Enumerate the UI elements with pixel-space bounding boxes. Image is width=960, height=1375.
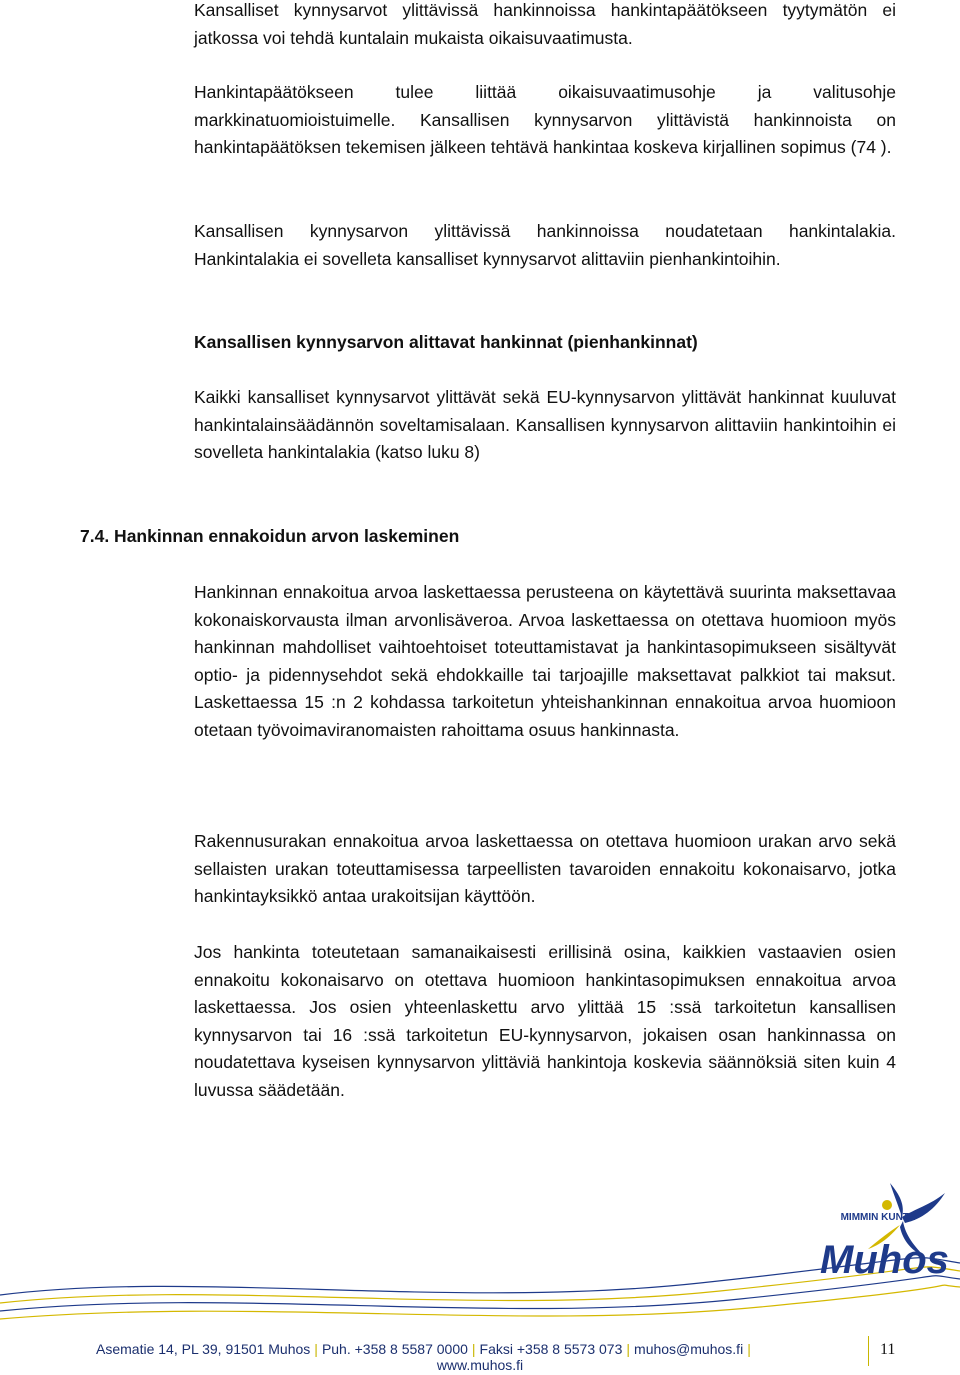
footer-separator: |: [471, 1341, 476, 1357]
footer-phone: Puh. +358 8 5587 0000: [321, 1341, 468, 1357]
footer-separator: |: [747, 1341, 751, 1357]
footer-fax: Faksi +358 8 5573 073: [479, 1341, 623, 1357]
paragraph-estimated-value: Hankinnan ennakoitua arvoa laskettaessa perusteena on käytettävä suurinta maksettavaa kokonaiskorvausta ilman arvonlisäveroa. Arvoa laskettaessa on otettava huomioon myös hankinnan mahdolliset vaihtoehtoiset toteuttamistavat ja hankintasopimukseen sisältyvät optio- ja pidennysehdot sekä ehdokkaille tai tarjoajille maksettavat palkkiot tai maksut. Laskettaessa 15 :n 2 kohdassa tarkoitetun yhteishankinnan ennakoitua arvoa huomioon otetaan työvoimaviranomaisten rahoittama osuus hankinnasta.: [194, 582, 896, 740]
logo-wordmark: Muhos: [820, 1238, 949, 1282]
page-number: 11: [880, 1341, 896, 1358]
logo-text: MIMMIN KUNTA: [840, 1212, 916, 1223]
paragraph-appeal-instructions: Hankintapäätökseen tulee liittää oikaisuvaatimusohje ja valitusohje markkinatuomioistuimelle. Kansallisen kynnysarvon ylittävistä hankinnoista on hankintapäätöksen tekemisen jälkeen tehtävä hankintaa koskeva kirjallinen sopimus (74 ).: [194, 82, 896, 157]
paragraph-construction-contract: Rakennusurakan ennakoitua arvoa laskettaessa on otettava huomioon urakan arvo sekä sellaisten urakan toteuttamisessa tarpeellisten tavaroiden ennakoitu kokonaisarvo, jotka hankintayksikkö antaa urakoitsijan käyttöön.: [194, 831, 896, 906]
subheading-small-procurements: Kansallisen kynnysarvon alittavat hankinnat (pienhankinnat): [194, 332, 698, 352]
paragraph-procurement-law: Kansallisen kynnysarvon ylittävissä hankinnoissa noudatetaan hankintalakia. Hankintalakia ei sovelleta kansalliset kynnysarvot alittaviin pienhankintoihin.: [194, 221, 896, 269]
muhos-logo: [0, 1175, 960, 1335]
footer-address: Asematie 14, PL 39, 91501 Muhos: [96, 1341, 311, 1357]
section-heading: 7.4. Hankinnan ennakoidun arvon laskeminen: [80, 526, 460, 546]
paragraph-scope: Kaikki kansalliset kynnysarvot ylittävät sekä EU-kynnysarvon ylittävät hankinnat kuuluvat hankintalainsäädännön soveltamisalaan. Kansallisen kynnysarvon alittaviin hankintoihin ei sovelleta hankintalakia (katso luku 8): [194, 387, 896, 462]
footer-contact-line: [96, 1341, 856, 1357]
footer-website[interactable]: www.muhos.fi: [436, 1357, 524, 1373]
page-footer: [0, 1336, 960, 1375]
paragraph-appeal: Kansalliset kynnysarvot ylittävissä hankinnoissa hankintapäätökseen tyytymätön ei jatkossa voi tehdä kuntalain mukaista oikaisuvaatimusta.: [194, 0, 896, 48]
footer-separator: |: [314, 1341, 318, 1357]
wave-lines-graphic: [0, 1258, 960, 1319]
footer-email[interactable]: muhos@muhos.fi: [634, 1341, 744, 1357]
paragraph-separate-parts: Jos hankinta toteutetaan samanaikaisesti erillisinä osina, kaikkien vastaavien osien ennakoitu kokonaisarvo on otettava huomioon hankintasopimuksen ennakoitua arvoa laskettaessa. Jos osien yhteenlaskettu arvo ylittää 15 :ssä tarkoitetun kansallisen kynnysarvon tai 16 :ssä tarkoitetun EU-kynnysarvon, jokaisen osan hankinnassa on noudatettava kyseisen kynnysarvon ylittäviä hankintoja koskevia säännöksiä siten kuin 4 luvussa säädetään.: [194, 942, 896, 1100]
footer-separator: |: [626, 1341, 631, 1357]
